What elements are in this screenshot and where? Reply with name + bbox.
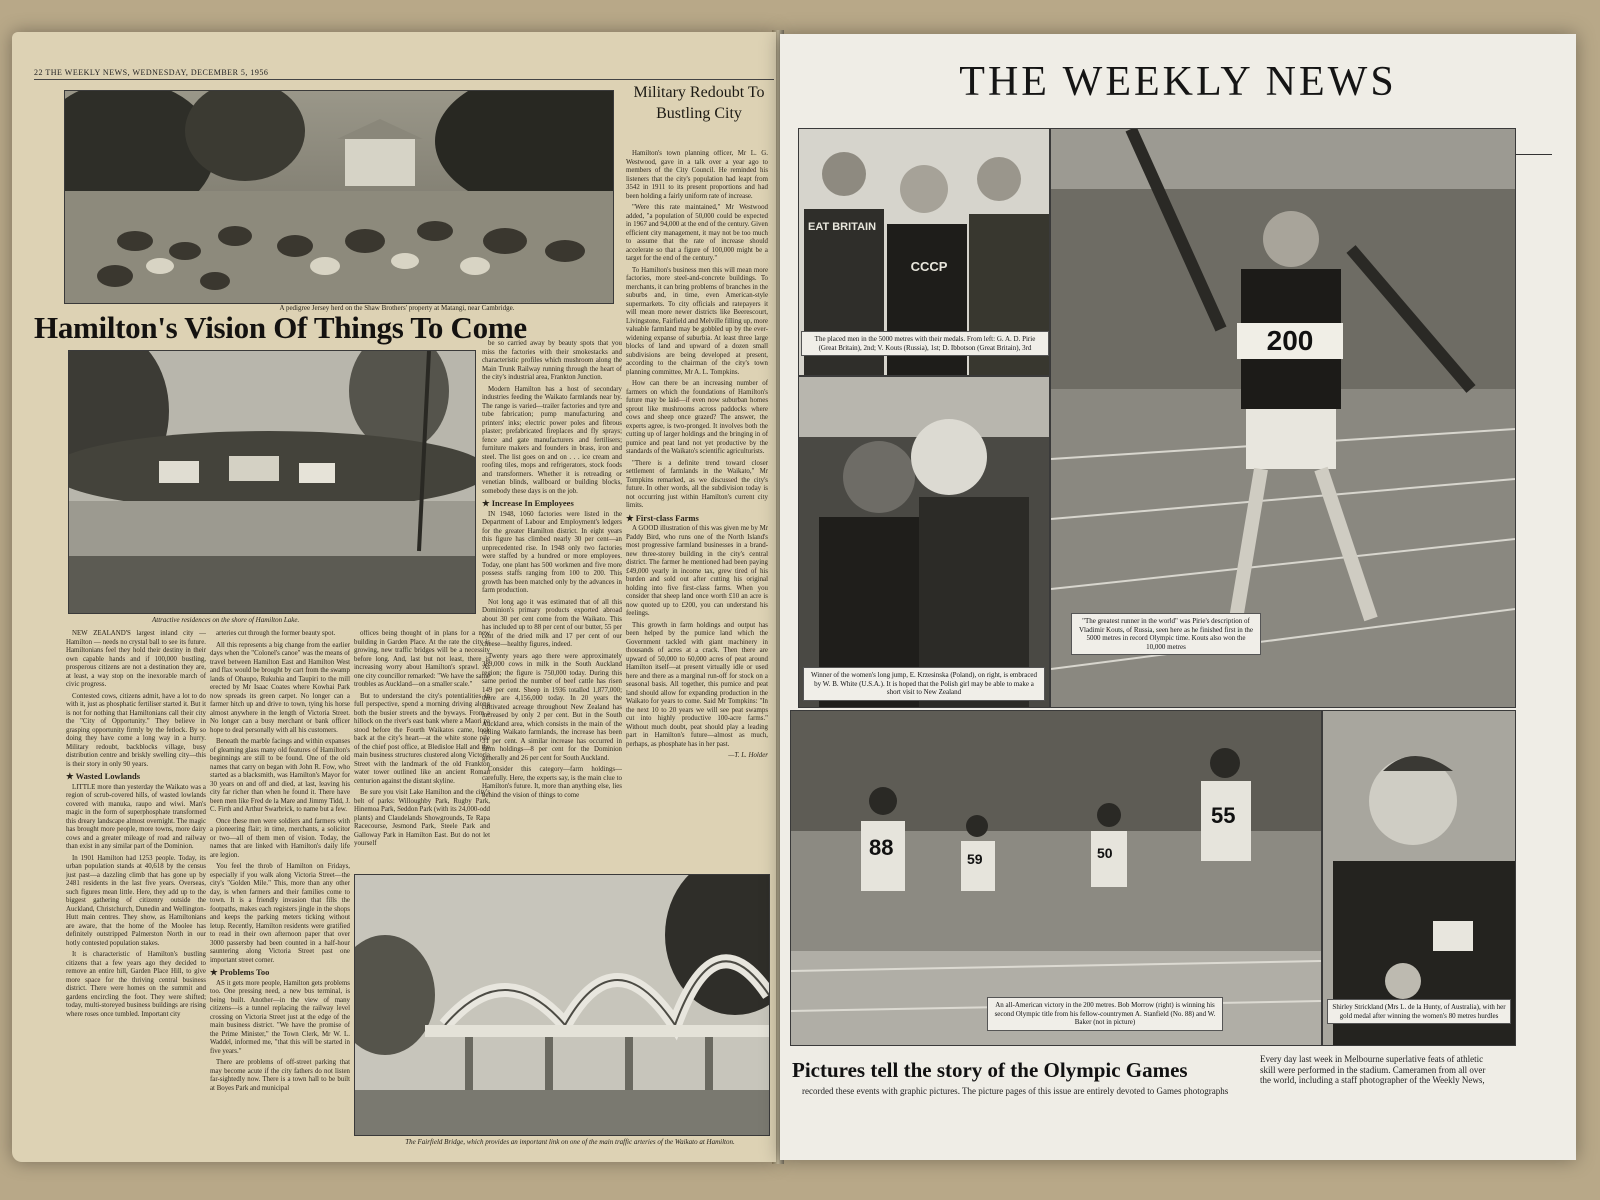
article-column-3	[354, 630, 490, 870]
col1-p5: It is characteristic of Hamilton's bustling citizens that a few years ago they decided to remove an entire hill, Garden Place Hill, to give more space for the thriving central business district. There were homes on the summit and gardens encircling the foot. They were shifted; today, multi-storeyed business buildings are rising where roses once tumbled. Important city	[66, 951, 206, 1018]
morrow-bib-number: 55	[1211, 803, 1236, 828]
col4-p6: Consider this category—farm holdings—carefully. Here, the experts say, is the main clue to Hamilton's future. It, more than anything else, lies behind the vision of things to come	[482, 766, 622, 799]
masthead: THE WEEKLY NEWS	[959, 59, 1397, 105]
runner-bib-50: 50	[1097, 845, 1113, 861]
col2-p5: You feel the throb of Hamilton on Fridays, especially if you walk along Victoria Street—the city's "Golden Mile." This, more than any other day, is when farmers and their families come to town. It is a friendly invasion that fills the footpaths, makes each registers jingle in the shops and keeps the parking meters ticking without letup. Recently, Hamilton residents were gratified to read in their own afternoon paper that over 3000 passersby had been counted in a half-hour sauntering along Victoria Street past one important street corner.	[210, 863, 350, 964]
running-head: 22 THE WEEKLY NEWS, WEDNESDAY, DECEMBER 5, 1956	[34, 68, 774, 80]
photo-page-subline: recorded these events with graphic pictures. The picture pages of this issue are entirely devoted to Games photographs	[802, 1086, 1229, 1096]
col2-p1: arteries cut through the former beauty spot.	[216, 630, 336, 637]
subhead-wasted-lowlands: ★ Wasted Lowlands	[66, 771, 141, 781]
ussr-shirt-text: CCCP	[910, 259, 948, 274]
runner-bib-59: 59	[967, 851, 983, 867]
col5-p3: To Hamilton's business men this will mean more factories, more steel-and-concrete buildings. To merchants, it can bring problems of branches in the suburbs and, in time, even American-style supermarkets. To city officials and ratepayers it will mean more newer districts like Beerescourt, Livingstone, Fairfield and Melville filling up, more valuable farmland may be gobbled up by the ever-widening expanse of suburbia. At least three large blocks of land and upward of a dozen small subdivisions are being developed at present, according to the chairman of the city's town planning committee, Mr A. L. Tompkins.	[626, 266, 768, 376]
kouts-finish-photo	[1050, 128, 1516, 708]
col3-p2: But to understand the city's potentialities in full perspective, spend a morning driving along both the busier streets and the byways. From a hillock on the river's east bank where a Maori pa stood before the Fourth Waikatos came, look back at the city's heart—at the white stone pile of the chief post office, at Bledisloe Hall and the main business structures clustered along Victoria Street with the landmark of the old Frankton water tower outlined like an ancient Roman centurion against the distant skyline.	[354, 692, 490, 785]
medalists-caption: The placed men in the 5000 metres with their medals. From left: G. A. D. Pirie (Great Britain), 2nd; V. Kouts (Russia), 1st; D. Ibbotson (Great Britain), 3rd	[801, 331, 1049, 356]
col2-p2: All this represents a big change from the earlier days when the "Colonel's canoe" was the means of travel between Hamilton East and Hamilton West and flax would be brought by cart from the swamp lands of Ohaupo, Rukuhia and Taupiri to the mill erected by Mr Isaac Coates where Kowhai Park now spreads its green carpet. No longer can a farmer hitch up and drive to town, tying his horse almost anywhere in the length of Victoria Street. No longer can a busy merchant or bank officer hope to deal personally with all his customers.	[210, 641, 350, 734]
hamilton-lake-photo	[68, 350, 476, 614]
medalists-photo	[798, 128, 1050, 376]
article-column-1	[66, 630, 206, 1160]
article-column-4	[482, 340, 622, 870]
stanfield-bib-number: 88	[869, 835, 894, 860]
sprint-200m-photo	[790, 710, 1322, 1046]
col4-p3: IN 1948, 1060 factories were listed in the Department of Labour and Employment's ledgers for the greater Hamilton district. In eight years this figure has climbed nearly 30 per cent—an unprecedented rise. In 1948 only two factories were staffed by a hundred or more employees. Today, one plant has 500 workmen and five more possess staffs ranging from 100 to 200. This growth has been matched only by the advances in farm production.	[482, 510, 622, 594]
col2-p6: AS it gets more people, Hamilton gets problems too. One pressing need, a new bus terminal, is being built. Another—in the view of many citizens—is a tunnel replacing the railway level crossing on Victoria Street just at the edge of the main business district. "We have the promise of the Prime Minister," the Town Clerk, Mr W. L. Waddel, informed me, "that this will be started in five years."	[210, 979, 350, 1055]
col2-p3: Beneath the marble facings and within expanses of gleaming glass many old features of Hamilton's beginnings are still to be found. One of the old names that carry on began with John R. Fow, who started as a blacksmith, was Hamilton's Mayor for 30 years on and off and died, at last, leaving his city far richer than when he found it. There have been men like Fred de la Mare and Jimmy Tidd, J. C. Firth and Arthur Swarbrick, to name but a few.	[210, 738, 350, 813]
right-page	[780, 34, 1576, 1160]
shirley-strickland-photo	[1322, 710, 1516, 1046]
kouts-bib-number: 200	[1237, 323, 1343, 359]
article-byline: —T. L. Holder	[728, 752, 768, 759]
col3-p3: Be sure you visit Lake Hamilton and the city's belt of parks: Willoughby Park, Rugby Park, Hinemoa Park, Seddon Park (with its 24,000-odd plants) and Claudelands Showgrounds, Te Rapa Racecourse, Jesmond Park, Steele Park and Galloway Park in Hamilton East. But do not let yourself	[354, 789, 490, 847]
col5-p2: "Were this rate maintained," Mr Westwood added, "a population of 50,000 could be expected in 1967 and 94,000 at the end of the century. Given efficient city management, it may not be too much to assume that the rate of increase should accelerate so that a figure of 100,000 might be a target for the end of the century."	[626, 204, 768, 262]
photo-page-headline: Pictures tell the story of the Olympic Games	[792, 1058, 1188, 1082]
col5-p7: This growth in farm holdings and output has been helped by the pumice land which the Government tackled with giant machinery in thousands of acres at a crack. Then there are upward of 50,000 to 60,000 acres of peat around Hamilton itself—at present virtually idle or used here and there as a marginal run-off for stock on a seasonal basis. All together, this pumice and peat land should allow for expanding production in the Waikato for years to come. Said Mr Tompkins: "In the next 10 to 20 years we will see peat swamps cut into highly productive 100-acre farms." Without much doubt, peat should play a leading part in Hamilton's future—almost as much, perhaps, as phosphate has in her past.	[626, 621, 768, 748]
gb-shirt-text: EAT BRITAIN	[807, 221, 877, 233]
col4-p5: Twenty years ago there were approximately 389,000 cows in milk in the South Auckland region; the figure is 750,000 today. During this same period the number of beef cattle has risen 149 per cent. Sheep in 1936 totalled 1,877,000; there are 4,156,000 today. In 20 years the cultivated acreage throughout New Zealand has increased by only 2 per cent. But in the South Auckland area, which consists in the main of the rolling Waikato farmlands, the increase has been 31 per cent. A similar increase has occurred in farm holdings—8 per cent for the Dominion generally and 26 per cent for South Auckland.	[482, 652, 622, 762]
article-column-5	[626, 150, 768, 862]
col1-p1: NEW ZEALAND'S largest inland city — Hamilton — needs no crystal ball to see its future. Hamiltonians feel they hold their destiny in their own capable hands and if 100,000 bustling, prosperous citizens are not a destination they are, at least, a way stop on the inexorable march of civic progress.	[66, 630, 206, 688]
subhead-problems-too: ★ Problems Too	[210, 967, 270, 977]
kouts-caption: "The greatest runner in the world" was Pirie's description of Vladimir Kouts, of Russia, seen here as he finished first in the 5000 metres in record Olympic time. Kouts also won the 10,000 metres	[1071, 613, 1261, 655]
col2-p4: Once these men were soldiers and farmers with a pioneering flair; in time, merchants, a solicitor or two—all of them men of vision. Today, the names that are linked with Hamilton's daily life are legion.	[210, 817, 350, 859]
subhead-first-class-farms: ★ First-class Farms	[626, 512, 699, 523]
col4-p4: Not long ago it was estimated that of all this Dominion's primary products exported abroad about 30 per cent come from the Waikato. This has included up to 88 per cent of our butter, 55 per cent of the dried milk and 17 per cent of our cheese—healthy figures, indeed.	[482, 598, 622, 648]
long-jump-winners-photo	[798, 376, 1050, 708]
col1-p4: In 1901 Hamilton had 1253 people. Today, its urban population stands at 40,618 by the census just past—a dazzling climb that has gone up by 2481 residents in the last five years. Overseas, such figures mean little. Here, they add up to the biggest gathering of citizenry outside the Auckland, Christchurch, Dunedin and Wellington-Hutt main centres. They show, as Hamiltonians are aware, that the home of the Moolee has definitely outstripped Palmerston North in our hotly contested population stakes.	[66, 854, 206, 947]
strickland-caption: Shirley Strickland (Mrs L. de la Hunty, of Australia), with her gold medal after winning the women's 80 metres hurdles	[1327, 999, 1511, 1024]
col5-p1: Hamilton's town planning officer, Mr L. G. Westwood, gave in a talk over a year ago to members of the City Council. He reminded his listeners that the city's population had leapt from 3542 in 1911 to its present proportions and had been holding a fairly uniform rate of increase.	[626, 150, 768, 200]
col1-p3: LITTLE more than yesterday the Waikato was a region of scrub-covered hills, of wasted lowlands covered with manuka, raupo and wiwi. Man's magic in the form of superphosphate transformed this dreary landscape almost overnight. The magic has brought more people, more towns, more dairy cows and a greater mileage of road and railway than exist in any similar part of the Dominion.	[66, 783, 206, 850]
col2-p7: There are problems of off-street parking that may become acute if the city fathers do not listen far-sightedly now. There is a town hall to be built at Boyes Park and municipal	[210, 1059, 350, 1092]
herd-caption: A pedigree Jersey herd on the Shaw Brothers' property at Matangi, near Cambridge.	[279, 304, 515, 312]
col4-p2: Modern Hamilton has a host of secondary industries feeding the Waikato farmlands near by. The range is varied—trailer factories and tyre and tube fabrication; pump manufacturing and printers' inks; electric power poles and fibrous plaster; prefabricated fireplaces and fly sprays; fence and gate manufacturers and fertilisers; furniture makers and founders in brass, iron and steel. The list goes on and on . . . ice cream and roofing tiles, mops and refrigerators, stock foods and transformers. Whether it is retreading or venetian blinds, wallboard or building blocks, somebody these days is on the job.	[482, 385, 622, 495]
col1-p2: Contested cows, citizens admit, have a lot to do with it, just as phosphatic fertiliser started it. But it is not for nothing that Hamiltonians call their city the "City of Opportunity." They believe in grasping opportunity firmly by the fetlock. By so doing they have come a long way in a hurry. Military redoubt, backblocks village, busy distribution centre and briskly swelling city—this is their story in only 90 years.	[66, 692, 206, 768]
kicker-headline: Military Redoubt To Bustling City	[633, 84, 765, 122]
col5-p4: How can there be an increasing number of farmers on which the foundations of Hamilton's future may be laid—if even now suburban homes sprout like mushrooms across paddocks where cows and sheep once grazed? The answer, the experts agree, is two-pronged. It involves both the cutting up of larger holdings and the bringing in of pumice and peat land not yet productive by the standards of the Waikato's scientific agriculturists.	[626, 380, 768, 455]
bridge-caption: The Fairfield Bridge, which provides an important link on one of the main traffic arteries of the Waikato at Hamilton.	[405, 1138, 735, 1146]
col5-p6: A GOOD illustration of this was given me by Mr Paddy Bird, who runs one of the North Island's most progressive farmland businesses in a brand-new three-storey building in the city's central district. The farmer he mentioned had been paying £49,000 yearly in income tax, grew tired of his burden and sold out after cutting his original holding into five first-class farms. When you consider that sheep land once worth £10 an acre is now quoted up to £200, you can understand his feelings.	[626, 525, 768, 617]
photo-page-blurb: Every day last week in Melbourne superlative feats of athletic skill were performed in the stadium. Cameramen from all over the world, including a staff photographer of the Weekly News,	[1260, 1054, 1486, 1085]
lake-caption: Attractive residences on the shore of Hamilton Lake.	[152, 616, 300, 624]
left-page	[12, 32, 776, 1162]
sprint-caption: An all-American victory in the 200 metres. Bob Morrow (right) is winning his second Olympic title from his fellow-countrymen A. Stanfield (No. 88) and W. Baker (not in picture)	[987, 997, 1223, 1031]
article-column-2	[210, 630, 350, 1160]
col5-p5: "There is a definite trend toward closer settlement of farmlands in the Waikato," Mr Tompkins remarked, as we discussed the city's future. In other words, all the subdivision today is not occurring just within Hamilton's current city limits.	[626, 459, 768, 509]
subhead-increase-employees: ★ Increase In Employees	[482, 498, 574, 508]
long-jump-caption: Winner of the women's long jump, E. Krzesinska (Poland), on right, is embraced by W. B. White (U.S.A.). It is hoped that the Polish girl may be able to make a short visit to New Zealand	[803, 667, 1045, 701]
jersey-herd-photo	[64, 90, 614, 304]
article-headline: Hamilton's Vision Of Things To Come	[34, 310, 527, 345]
col3-p1: offices being thought of in plans for a new building in Garden Place. At the rate the city is growing, new traffic bridges will be a necessity before long. And, last but not least, there is increasing worry about Hamilton's sprawl. As one city councillor remarked: "We have the same troubles as Auckland—on a smaller scale."	[354, 630, 490, 688]
fairfield-bridge-photo	[354, 874, 770, 1136]
col4-p1: be so carried away by beauty spots that you miss the factories with their smokestacks and characteristic profiles which mushroom along the Main Trunk Railway running through the heart of the city's industrial area, Frankton Junction.	[482, 340, 622, 381]
